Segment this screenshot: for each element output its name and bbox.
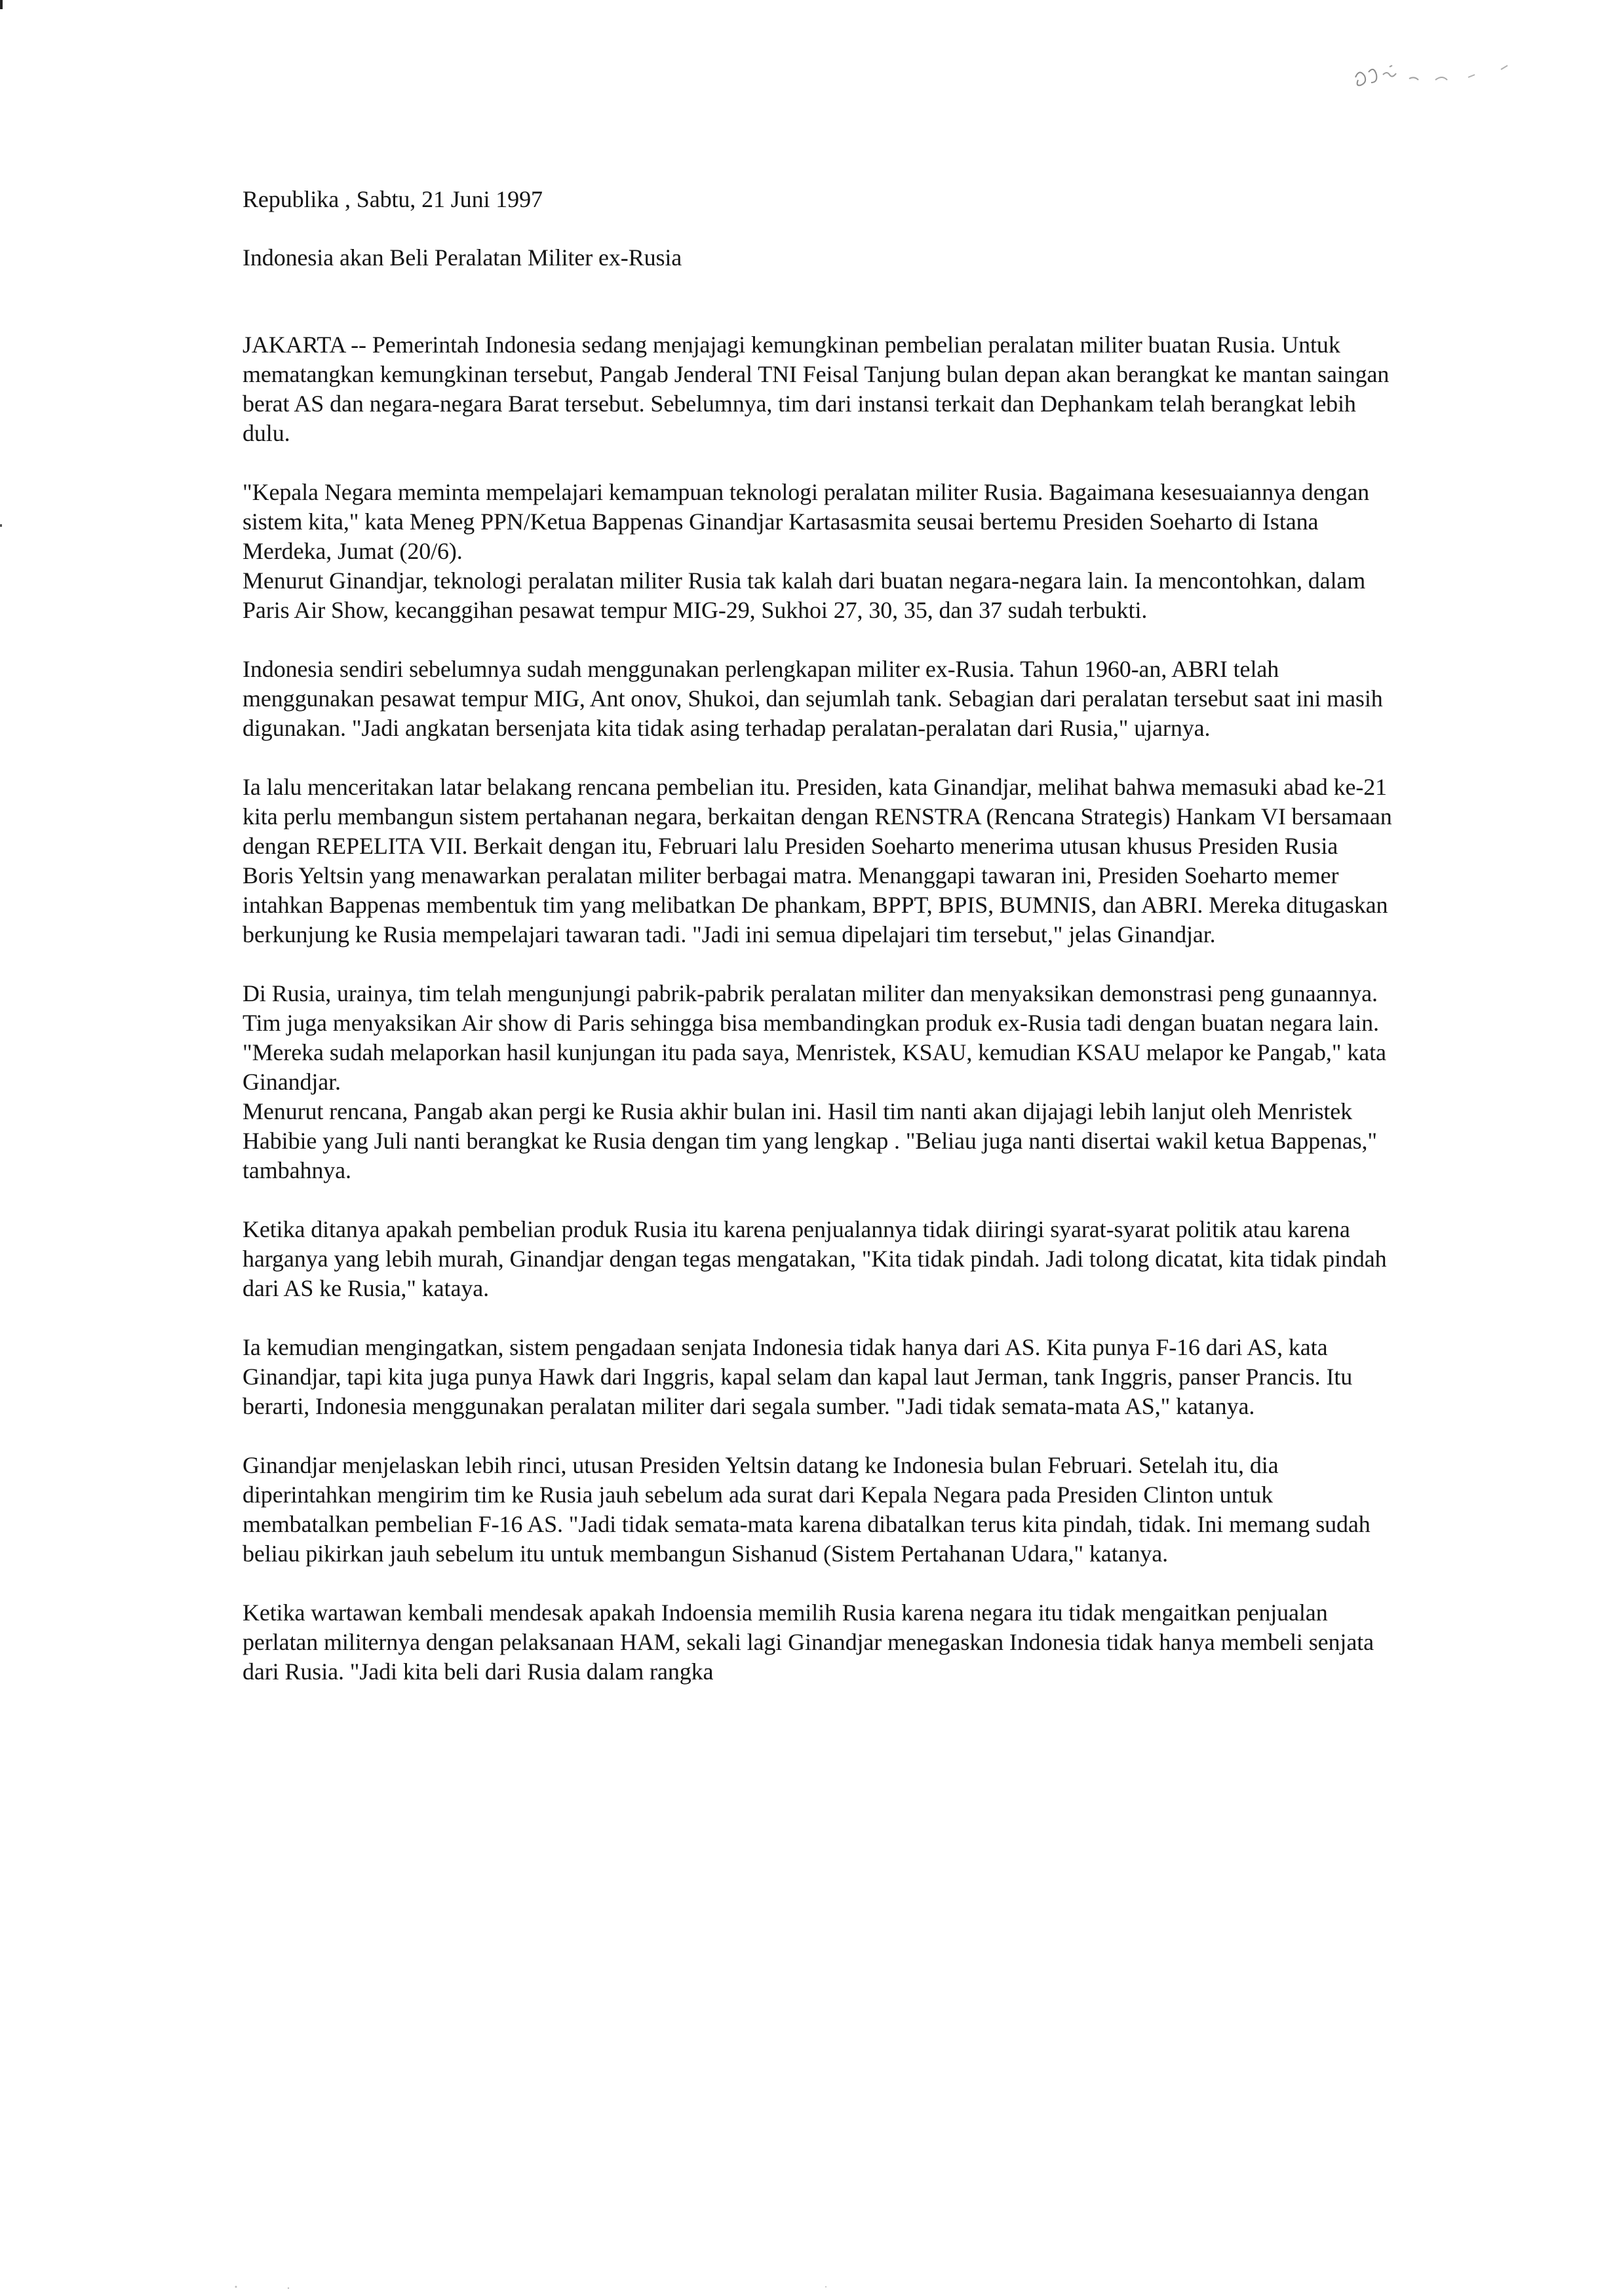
paragraph: Menurut rencana, Pangab akan pergi ke Rusia akhir bulan ini. Hasil tim nanti akan dijajagi lebih lanjut oleh Menristek Habibie yang Juli nanti berangkat ke Rusia dengan tim yang lengkap . "Beliau juga nanti disertai wakil ketua Bappenas," tambahnya. [243, 1098, 1378, 1183]
scan-edge-mark [0, 524, 2, 527]
paragraph: Ia lalu menceritakan latar belakang rencana pembelian itu. Presiden, kata Ginandjar, melihat bahwa memasuki abad ke-21 kita perlu membangun sistem pertahanan negara, berkaitan dengan RENSTRA (Rencana Strategis) Hankam VI bersamaan dengan REPELITA VII. Berkait dengan itu, Februari lalu Presiden Soeharto menerima utusan khusus Presiden Rusia Boris Yeltsin yang menawarkan peralatan militer berbagai matra. Menanggapi tawaran ini, Presiden Soeharto memer intahkan Bappenas membentuk tim yang melibatkan De phankam, BPPT, BPIS, BUMNIS, dan ABRI. Mereka ditugaskan berkunjung ke Rusia mempelajari tawaran tadi. "Jadi ini semua dipelajari tim tersebut," jelas Ginandjar. [243, 774, 1392, 947]
article-headline: Indonesia akan Beli Peralatan Militer ex-Rusia [243, 244, 682, 271]
paragraph: Ketika ditanya apakah pembelian produk Rusia itu karena penjualannya tidak diiringi syarat-syarat politik atau karena harganya yang lebih murah, Ginandjar dengan tegas mengatakan, "Kita tidak pindah. Jadi tolong dicatat, kita tidak pindah dari AS ke Rusia," kataya. [243, 1216, 1387, 1301]
paragraph: Di Rusia, urainya, tim telah mengunjungi pabrik-pabrik peralatan militer dan menyaksikan demonstrasi peng gunaannya. Tim juga menyaksikan Air show di Paris sehingga bisa membandingkan produk ex-Rusia tadi dengan buatan negara lain. "Mereka sudah melaporkan hasil kunjungan itu pada saya, Menristek, KSAU, kemudian KSAU melapor ke Pangab," kata Ginandjar. [243, 980, 1386, 1095]
paragraph: Ketika wartawan kembali mendesak apakah Indoensia memilih Rusia karena negara itu tidak mengaitkan penjualan perlatan militernya dengan pelaksanaan HAM, sekali lagi Ginandjar menegaskan Indonesia tidak hanya membeli senjata dari Rusia. "Jadi kita beli dari Rusia dalam rangka [243, 1599, 1374, 1685]
paragraph: Ginandjar menjelaskan lebih rinci, utusan Presiden Yeltsin datang ke Indonesia bulan Februari. Setelah itu, dia diperintahkan mengirim tim ke Rusia jauh sebelum ada surat dari Kepala Negara pada Presiden Clinton untuk membatalkan pembelian F-16 AS. "Jadi tidak semata-mata karena dibatalkan terus kita pindah, tidak. Ini memang sudah beliau pikirkan jauh sebelum itu untuk membangun Sishanud (Sistem Pertahanan Udara," katanya. [243, 1452, 1371, 1567]
paragraph: JAKARTA -- Pemerintah Indonesia sedang menjajagi kemungkinan pembelian peralatan militer buatan Rusia. Untuk mematangkan kemungkinan tersebut, Pangab Jenderal TNI Feisal Tanjung bulan depan akan berangkat ke mantan saingan berat AS dan negara-negara Barat tersebut. Sebelumnya, tim dari instansi terkait dan Dephankam telah berangkat lebih dulu. [243, 332, 1390, 446]
paragraph: "Kepala Negara meminta mempelajari kemampuan teknologi peralatan militer Rusia. Bagaimana kesesuaiannya dengan sistem kita," kata Meneg PPN/Ketua Bappenas Ginandjar Kartasasmita seusai bertemu Presiden Soeharto di Istana Merdeka, Jumat (20/6). [243, 479, 1370, 564]
paragraph: Ia kemudian mengingatkan, sistem pengadaan senjata Indonesia tidak hanya dari AS. Kita punya F-16 dari AS, kata Ginandjar, tapi kita juga punya Hawk dari Inggris, kapal selam dan kapal laut Jerman, tank Inggris, panser Prancis. Itu berarti, Indonesia menggunakan peralatan militer dari segala sumber. "Jadi tidak semata-mata AS," katanya. [243, 1334, 1353, 1419]
scan-noise [0, 2280, 1615, 2293]
source-line: Republika , Sabtu, 21 Juni 1997 [243, 186, 543, 212]
paragraph: Indonesia sendiri sebelumnya sudah menggunakan perlengkapan militer ex-Rusia. Tahun 1960-an, ABRI telah menggunakan pesawat tempur MIG, Ant onov, Shukoi, dan sejumlah tank. Sebagian dari peralatan tersebut saat ini masih digunakan. "Jadi angkatan bersenjata kita tidak asing terhadap peralatan-peralatan dari Rusia," ujarnya. [243, 656, 1383, 741]
scan-edge-mark [0, 0, 3, 9]
article-body [243, 185, 1393, 1716]
paragraph: Menurut Ginandjar, teknologi peralatan militer Rusia tak kalah dari buatan negara-negara lain. Ia mencontohkan, dalam Paris Air Show, kecanggihan pesawat tempur MIG-29, Sukhoi 27, 30, 35, dan 37 sudah terbukti. [243, 567, 1366, 623]
handwritten-scribble [1350, 52, 1534, 98]
